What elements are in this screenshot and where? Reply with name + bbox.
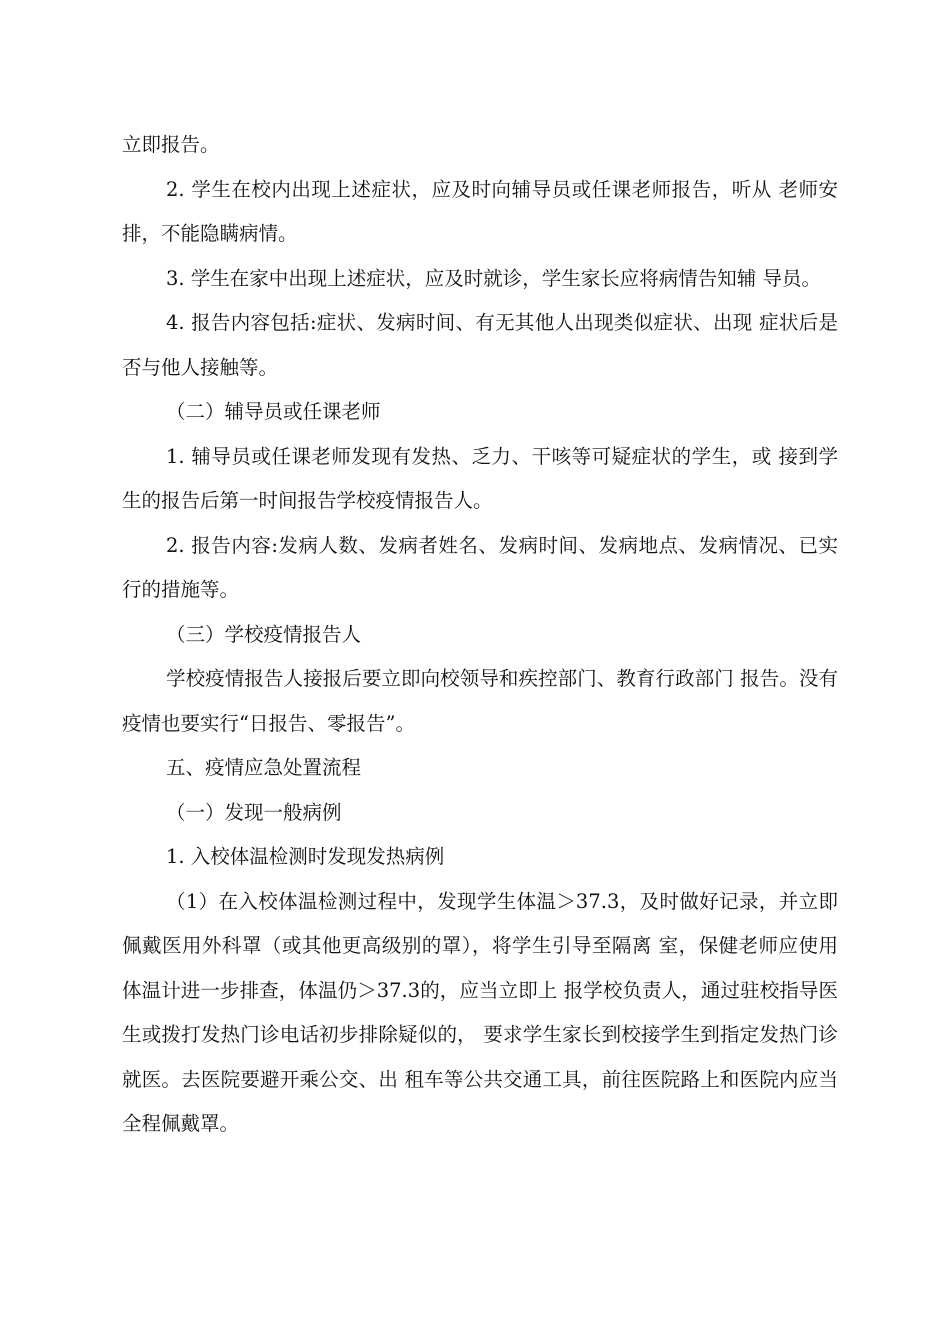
section-heading-reporter: （三）学校疫情报告人: [166, 622, 362, 646]
paragraph-entry-check-1: （1）在入校体温检测过程中，发现学生体温＞37.3，及时做好记录，并立即佩戴医用外科罩（或其他更高级别的罩），将学生引导至隔离 室，保健老师应使用体温计进一步排查，体温仍＞37.3的，应当立即上 报学校负责人，通过驻校指导医生或拨打发热门诊电话初步排除疑似的， 要求学生家长到校接学生到指定发热门诊就医。去医院要避开乘公交、出 租车等公共交通工具，前往医院路上和医院内应当全程佩戴罩。: [122, 889, 838, 1135]
subsection-heading-entry-check: 1. 入校体温检测时发现发热病例: [166, 845, 445, 868]
paragraph-item-4: 4. 报告内容包括:症状、发病时间、有无其他人出现类似症状、出现 症状后是否与他人接触等。: [122, 311, 838, 379]
paragraph-counselor-2: 2. 报告内容:发病人数、发病者姓名、发病时间、发病地点、发病情况、已实行的措施等。: [122, 533, 838, 601]
paragraph-item-2: 2. 学生在校内出现上述症状，应及时向辅导员或任课老师报告，听从 老师安排，不能隐瞒病情。: [122, 177, 838, 245]
section-heading-counselor: （二）辅导员或任课老师: [166, 400, 381, 423]
paragraph-reporter: 学校疫情报告人接报后要立即向校领导和疾控部门、教育行政部门 报告。没有疫情也要实行“日报告、零报告”。: [122, 667, 838, 735]
paragraph-item-3: 3. 学生在家中出现上述症状，应及时就诊，学生家长应将病情告知辅 导员。: [166, 266, 822, 290]
paragraph-continuation: 立即报告。: [122, 133, 220, 156]
paragraph-counselor-1: 1. 辅导员或任课老师发现有发热、乏力、干咳等可疑症状的学生，或 接到学生的报告后第一时间报告学校疫情报告人。: [122, 444, 838, 512]
section-heading-general-case: （一）发现一般病例: [166, 800, 342, 824]
chapter-heading-emergency: 五、疫情应急处置流程: [166, 756, 362, 779]
document-body: [122, 123, 838, 1147]
